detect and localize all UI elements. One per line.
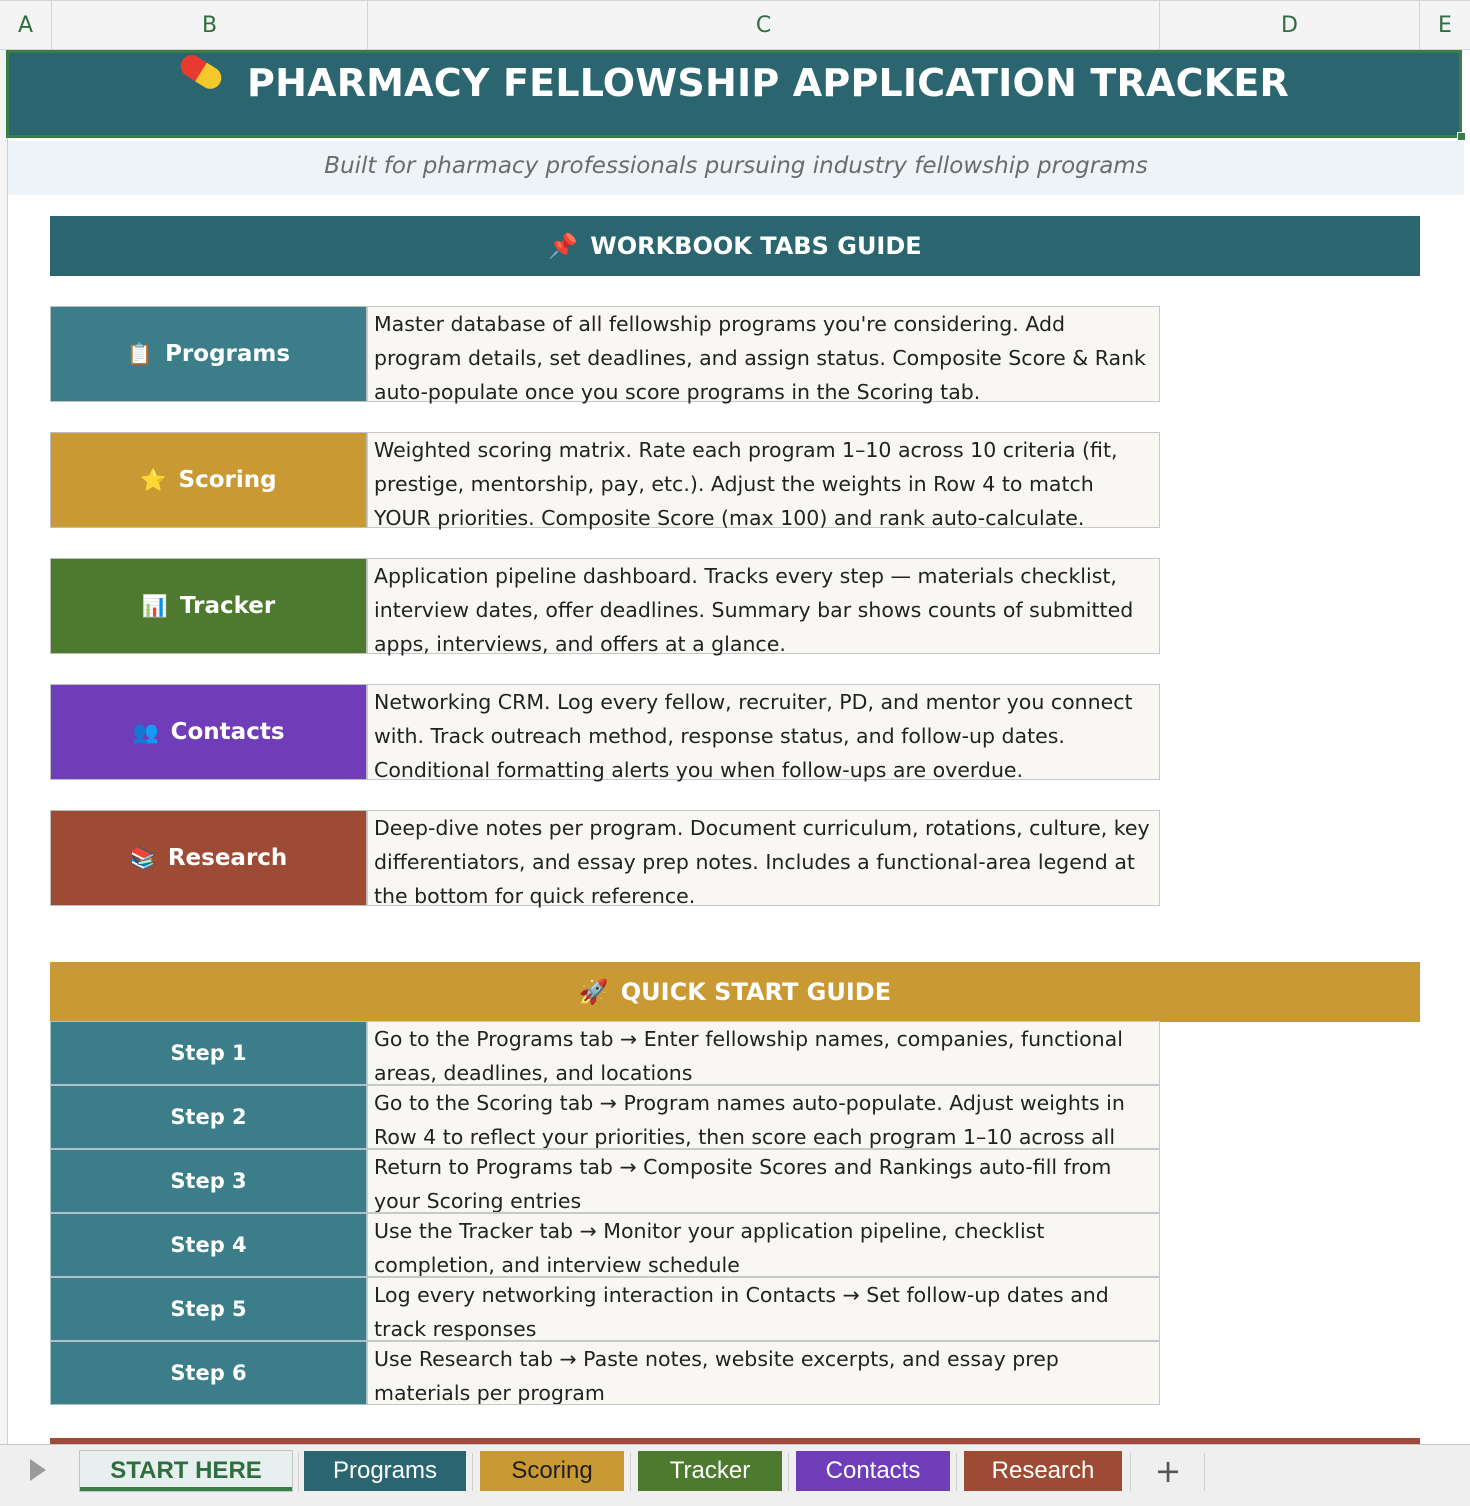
guide-label-scoring[interactable] [50, 432, 367, 528]
guide-label-text: Tracker [179, 593, 276, 619]
sheet-tab-label: Programs [332, 1457, 438, 1484]
step-row [50, 1213, 1160, 1277]
star-icon: ⭐ [140, 467, 167, 492]
guide-label-text: Scoring [178, 467, 277, 493]
guide-description[interactable]: Weighted scoring matrix. Rate each program 1–10 across 10 criteria (fit, prestige, mentorship, pay, etc.). Adjust the weights in Row 4 to match YOUR priorities. Composite Score (max 100) and rank auto-calculate. [367, 432, 1160, 528]
sheet-tab-programs[interactable] [304, 1451, 466, 1491]
sheet-tab-label: START HERE [110, 1457, 262, 1484]
column-header-d[interactable]: D [1160, 1, 1420, 51]
tab-separator [956, 1453, 957, 1491]
step-description[interactable]: Go to the Programs tab → Enter fellowship names, companies, functional areas, deadlines, and locations [367, 1021, 1160, 1085]
scroll-tabs-right-icon[interactable] [30, 1459, 46, 1481]
step-description[interactable]: Return to Programs tab → Composite Scores and Rankings auto-fill from your Scoring entries [367, 1149, 1160, 1213]
guide-label-text: Contacts [170, 719, 285, 745]
step-description[interactable]: Go to the Scoring tab → Program names auto-populate. Adjust weights in Row 4 to reflect your priorities, then score each program 1–10 across all [367, 1085, 1160, 1149]
title-cell[interactable] [6, 50, 1462, 138]
tab-separator [1130, 1453, 1131, 1491]
guide-row-tracker [50, 558, 1160, 654]
guide-label-text: Programs [165, 341, 291, 367]
sheet-tab-tracker[interactable] [638, 1451, 782, 1491]
step-label[interactable]: Step 3 [50, 1149, 367, 1213]
tab-separator [788, 1453, 789, 1491]
guide-label-contacts[interactable] [50, 684, 367, 780]
column-header-a[interactable]: A [0, 1, 52, 51]
step-description[interactable]: Log every networking interaction in Contacts → Set follow-up dates and track responses [367, 1277, 1160, 1341]
guide-row-scoring [50, 432, 1160, 528]
step-description[interactable]: Use the Tracker tab → Monitor your application pipeline, checklist completion, and interview schedule [367, 1213, 1160, 1277]
step-row [50, 1021, 1160, 1085]
tabs-guide-header[interactable] [50, 216, 1420, 276]
sheet-tab-contacts[interactable] [796, 1451, 950, 1491]
tab-separator [630, 1453, 631, 1491]
bar-chart-icon: 📊 [141, 593, 168, 618]
guide-label-research[interactable] [50, 810, 367, 906]
guide-label-programs[interactable] [50, 306, 367, 402]
guide-description[interactable]: Application pipeline dashboard. Tracks every step — materials checklist, interview dates, offer deadlines. Summary bar shows counts of submitted apps, interviews, and offers at a glance. [367, 558, 1160, 654]
step-row [50, 1277, 1160, 1341]
sheet-tab-bar [0, 1444, 1470, 1506]
tab-separator [472, 1453, 473, 1491]
guide-row-contacts [50, 684, 1160, 780]
step-row [50, 1149, 1160, 1213]
tab-separator [298, 1453, 299, 1491]
sheet-tab-label: Research [991, 1457, 1095, 1484]
guide-label-text: Research [167, 845, 288, 871]
step-label[interactable]: Step 1 [50, 1021, 367, 1085]
quick-start-header[interactable] [50, 962, 1420, 1022]
guide-description[interactable]: Master database of all fellowship programs you're considering. Add program details, set deadlines, and assign status. Composite Score & Rank auto-populate once you score programs in the Scoring tab. [367, 306, 1160, 402]
column-header-c[interactable]: C [368, 1, 1160, 51]
row-gutter [0, 50, 8, 1444]
sheet-tab-scoring[interactable] [480, 1451, 624, 1491]
guide-row-research [50, 810, 1160, 906]
quick-start-title: QUICK START GUIDE [620, 978, 892, 1006]
page-title-wrap [9, 61, 1459, 105]
tab-separator [1204, 1453, 1205, 1491]
step-label[interactable]: Step 2 [50, 1085, 367, 1149]
step-label[interactable]: Step 6 [50, 1341, 367, 1405]
rocket-icon: 🚀 [578, 978, 609, 1006]
pushpin-icon: 📌 [548, 232, 579, 260]
step-row [50, 1341, 1160, 1405]
pill-icon [177, 51, 226, 93]
sheet-tab-research[interactable] [964, 1451, 1122, 1491]
subtitle-cell[interactable] [8, 141, 1464, 195]
sheet-tab-start-here[interactable] [80, 1451, 292, 1491]
guide-label-tracker[interactable] [50, 558, 367, 654]
column-header-bar [0, 0, 1470, 50]
page-subtitle: Built for pharmacy professionals pursuing industry fellowship programs [324, 153, 1148, 179]
column-header-e[interactable]: E [1438, 13, 1452, 38]
step-label[interactable]: Step 5 [50, 1277, 367, 1341]
guide-description[interactable]: Deep-dive notes per program. Document curriculum, rotations, culture, key differentiators, and essay prep notes. Includes a functional-area legend at the bottom for quick reference. [367, 810, 1160, 906]
tabs-guide-title: WORKBOOK TABS GUIDE [590, 232, 922, 260]
selection-fill-handle[interactable] [1457, 132, 1466, 141]
guide-row-programs [50, 306, 1160, 402]
add-sheet-button[interactable]: + [1154, 1452, 1182, 1490]
sheet-tab-label: Contacts [825, 1457, 921, 1484]
sheet-tab-label: Scoring [511, 1457, 593, 1484]
clipboard-icon: 📋 [126, 341, 154, 366]
column-header-b[interactable]: B [52, 1, 368, 51]
people-icon: 👥 [132, 719, 159, 744]
books-icon: 📚 [129, 845, 156, 870]
page-title: PHARMACY FELLOWSHIP APPLICATION TRACKER [247, 61, 1289, 105]
step-label[interactable]: Step 4 [50, 1213, 367, 1277]
guide-description[interactable]: Networking CRM. Log every fellow, recruiter, PD, and mentor you connect with. Track outreach method, response status, and follow-up dates. Conditional formatting alerts you when follow-ups are overdue. [367, 684, 1160, 780]
step-description[interactable]: Use Research tab → Paste notes, website excerpts, and essay prep materials per program [367, 1341, 1160, 1405]
sheet-tab-label: Tracker [669, 1457, 751, 1484]
step-row [50, 1085, 1160, 1149]
